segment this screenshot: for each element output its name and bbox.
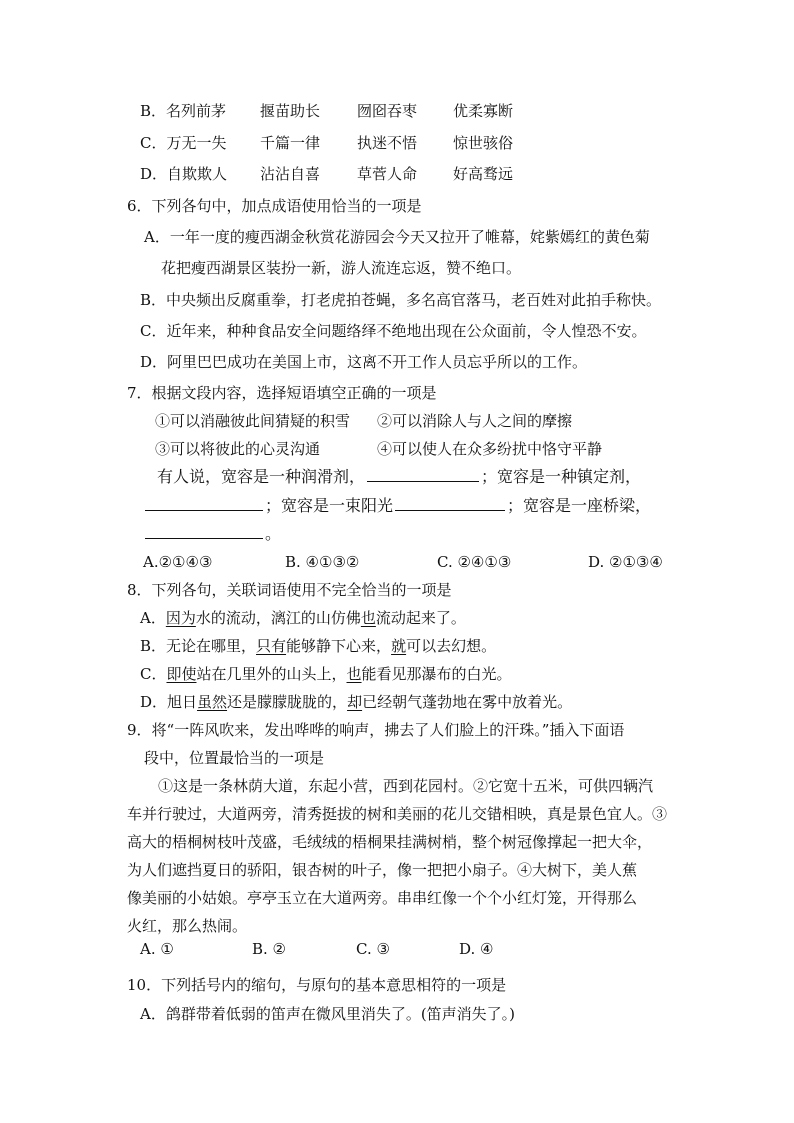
q10-option-a: A．鸽群带着低弱的笛声在微风里消失了。(笛声消失了。) — [140, 1005, 516, 1023]
q7-option-d: D. ②①③④ — [588, 553, 663, 571]
q6-option-b: B．中央频出反腐重拳，打老虎拍苍蝇，多名高官落马，老百姓对此拍手称快。 — [140, 291, 662, 309]
q9-passage-line6: 火红，那么热闹。 — [127, 917, 248, 935]
q7-passage-line2 — [143, 496, 651, 516]
q5-b-idiom-1: B．名列前茅 — [140, 102, 227, 120]
q7-blank-1 — [367, 467, 479, 482]
q5-c-idiom-4: 惊世骇俗 — [453, 134, 514, 152]
q8-a-conjunction-1: 因为 — [165, 609, 196, 627]
q8-d-suffix: 已经朝气蓬勃地在雾中放着光。 — [362, 693, 573, 711]
q8-b-suffix: 可以去幻想。 — [406, 637, 497, 655]
q7-blank-3 — [395, 496, 505, 511]
q6-option-a-line1: A．一年一度的瘦西湖金秋赏花游园会今天又拉开了帷幕，姹紫嫣红的黄色菊 — [144, 228, 650, 246]
q6-option-a-line2: 花把瘦西湖景区装扮一新，游人流连忘返，赞不绝口。 — [161, 259, 522, 277]
q6-stem: 6．下列各句中，加点成语使用恰当的一项是 — [127, 197, 422, 215]
q8-d-middle: 还是朦朦胧胧的， — [227, 693, 348, 711]
q7-option-b: B. ④①③② — [285, 553, 360, 571]
q8-d-conjunction-2: 却 — [347, 693, 363, 711]
q9-passage-line1: ①这是一条林荫大道，东起小营，西到花园村。②它宽十五米，可供四辆汽 — [158, 777, 654, 795]
q7-phrase-4: ④可以使人在众多纷扰中恪守平静 — [377, 440, 603, 458]
q7-option-c: C. ②④①③ — [437, 553, 512, 571]
q7-passage-text-4: ；宽容是一座桥梁， — [507, 496, 652, 515]
q7-passage-end: 。 — [265, 524, 282, 543]
q5-b-idiom-3: 囫囵吞枣 — [357, 102, 418, 120]
q8-c-suffix: 能看见那瀑布的白光。 — [361, 665, 512, 683]
q5-d-idiom-4: 好高骛远 — [453, 165, 514, 183]
q8-b-prefix: B．无论在哪里， — [140, 637, 257, 655]
q8-a-middle: 水的流动，漓江的山仿佛 — [195, 609, 361, 627]
q8-a-conjunction-2: 也 — [360, 609, 376, 627]
q7-blank-2 — [145, 496, 263, 511]
q5-c-idiom-3: 执迷不悟 — [357, 134, 418, 152]
q9-option-c: C. ③ — [356, 940, 390, 958]
q9-passage-line5: 像美丽的小姑娘。亭亭玉立在大道两旁。串串红像一个个小红灯笼，开得那么 — [127, 889, 638, 907]
q9-passage-line4: 为人们遮挡夏日的骄阳，银杏树的叶子，像一把把小扇子。④大树下，美人蕉 — [127, 861, 638, 879]
q7-passage-text-3: ；宽容是一束阳光 — [265, 496, 394, 515]
q7-phrase-1: ①可以消融彼此间猜疑的积雪 — [155, 412, 351, 430]
q8-a-suffix: 流动起来了。 — [375, 609, 466, 627]
q7-passage-text-2: ；宽容是一种镇定剂， — [481, 467, 642, 486]
q8-b-conjunction-1: 只有 — [256, 637, 287, 655]
q7-passage-text-1: 有人说，宽容是一种润滑剂， — [157, 467, 366, 486]
q5-c-idiom-1: C．万无一失 — [140, 134, 227, 152]
q5-d-idiom-3: 草菅人命 — [357, 165, 418, 183]
q5-b-idiom-2: 揠苗助长 — [260, 102, 321, 120]
q7-option-a: A.②①④③ — [143, 553, 213, 571]
q8-b-middle: 能够静下心来， — [286, 637, 392, 655]
q10-stem: 10．下列括号内的缩句，与原句的基本意思相符的一项是 — [127, 976, 507, 994]
q8-d-prefix: D．旭日 — [140, 693, 198, 711]
q7-stem: 7．根据文段内容，选择短语填空正确的一项是 — [127, 384, 437, 402]
q8-option-c — [140, 664, 512, 684]
q8-c-prefix: C． — [140, 665, 167, 683]
q8-option-a — [140, 608, 466, 628]
q9-passage-line3: 高大的梧桐树枝叶茂盛，毛绒绒的梧桐果挂满树梢，整个树冠像撑起一把大伞， — [127, 833, 653, 851]
q8-b-conjunction-2: 就 — [391, 637, 407, 655]
q8-c-middle: 站在几里外的山头上， — [196, 665, 347, 683]
q7-passage-line1 — [157, 467, 641, 487]
q5-d-idiom-2: 沾沾自喜 — [260, 165, 321, 183]
q8-option-d — [140, 692, 572, 712]
q8-stem: 8．下列各句，关联词语使用不完全恰当的一项是 — [127, 581, 452, 599]
q9-option-a: A. ① — [140, 940, 174, 958]
q5-d-idiom-1: D．自欺欺人 — [140, 165, 228, 183]
q6-option-d: D．阿里巴巴成功在美国上市，这离不开工作人员忘乎所以的工作。 — [140, 353, 588, 371]
q5-c-idiom-2: 千篇一律 — [260, 134, 321, 152]
q9-option-b: B. ② — [252, 940, 287, 958]
q6-option-c: C．近年来，种种食品安全问题络绎不绝地出现在公众面前，令人惶恐不安。 — [140, 322, 647, 340]
q8-a-prefix: A． — [140, 609, 166, 627]
q7-phrase-2: ②可以消除人与人之间的摩擦 — [377, 412, 573, 430]
q9-stem-line1: 9．将“一阵风吹来，发出哗哗的响声，拂去了人们脸上的汗珠。”插入下面语 — [127, 721, 625, 739]
q5-b-idiom-4: 优柔寡断 — [453, 102, 514, 120]
q9-option-d: D. ④ — [459, 940, 494, 958]
q9-passage-line2: 车并行驶过，大道两旁，清秀挺拔的树和美丽的花儿交错相映，真是景色宜人。③ — [127, 805, 668, 823]
q7-blank-4 — [145, 524, 263, 539]
q7-phrase-3: ③可以将彼此的心灵沟通 — [155, 440, 321, 458]
q8-c-conjunction-1: 即使 — [166, 665, 197, 683]
q8-option-b — [140, 636, 496, 656]
q9-stem-line2: 段中，位置最恰当的一项是 — [144, 749, 325, 767]
q7-passage-line3 — [143, 524, 281, 544]
q8-d-conjunction-1: 虽然 — [197, 693, 228, 711]
q8-c-conjunction-2: 也 — [346, 665, 362, 683]
